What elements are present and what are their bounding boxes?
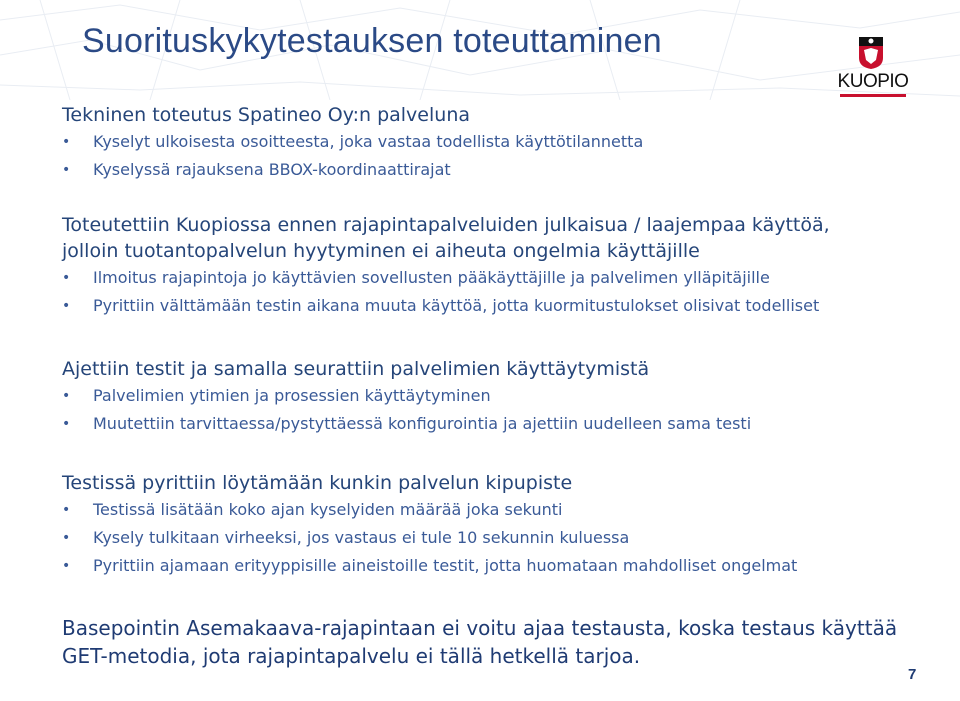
section-monitoring bbox=[62, 356, 751, 438]
bullet-item bbox=[62, 496, 797, 524]
bullet-text: Palvelimien ytimien ja prosessien käyttäytyminen bbox=[93, 386, 491, 405]
bullet-marker: • bbox=[62, 558, 71, 574]
bullet-list bbox=[62, 382, 751, 438]
bullet-text: Testissä lisätään koko ajan kyselyiden määrää joka sekunti bbox=[93, 500, 563, 519]
bullet-item bbox=[62, 156, 643, 184]
bullet-marker: • bbox=[62, 388, 71, 404]
section-heading: Tekninen toteutus Spatineo Oy:n palveluna bbox=[62, 104, 470, 126]
bullet-item bbox=[62, 382, 751, 410]
bullet-list bbox=[62, 264, 830, 320]
bullet-marker: • bbox=[62, 502, 71, 518]
section-heading-line: jolloin tuotantopalvelun hyytyminen ei aiheuta ongelmia käyttäjille bbox=[62, 240, 700, 262]
bullet-text: Kysely tulkitaan virheeksi, jos vastaus ei tule 10 sekunnin kuluessa bbox=[93, 528, 630, 547]
section-basepoint-note bbox=[62, 614, 897, 670]
bullet-text: Pyrittiin ajamaan erityyppisille aineistoille testit, jotta huomataan mahdolliset ongelmat bbox=[93, 556, 798, 575]
section-technical bbox=[62, 102, 643, 184]
page-number: 7 bbox=[908, 666, 917, 683]
bullet-item bbox=[62, 524, 797, 552]
bullet-marker: • bbox=[62, 416, 71, 432]
bullet-marker: • bbox=[62, 298, 71, 314]
section-heading: Testissä pyrittiin löytämään kunkin palvelun kipupiste bbox=[62, 472, 573, 494]
bullet-text: Pyrittiin välttämään testin aikana muuta käyttöä, jotta kuormitustulokset olisivat todelliset bbox=[93, 296, 820, 315]
section-heading: Ajettiin testit ja samalla seurattiin palvelimien käyttäytymistä bbox=[62, 358, 650, 380]
slide-title: Suorituskykytestauksen toteuttaminen bbox=[82, 22, 662, 60]
bullet-marker: • bbox=[62, 530, 71, 546]
bullet-text: Ilmoitus rajapintoja jo käyttävien sovellusten pääkäyttäjille ja palvelimen ylläpitäjille bbox=[93, 268, 770, 287]
section-heading-line: Basepointin Asemakaava-rajapintaan ei voitu ajaa testausta, koska testaus käyttää bbox=[62, 616, 898, 640]
bullet-text: Kyselyt ulkoisesta osoitteesta, joka vastaa todellista käyttötilannetta bbox=[93, 132, 644, 151]
bullet-item bbox=[62, 410, 751, 438]
bullet-marker: • bbox=[62, 134, 71, 150]
logo-text: KUOPIO bbox=[837, 71, 909, 92]
bullet-marker: • bbox=[62, 270, 71, 286]
bullet-text: Muutettiin tarvittaessa/pystyttäessä konfigurointia ja ajettiin uudelleen sama testi bbox=[93, 414, 752, 433]
bullet-marker: • bbox=[62, 162, 71, 178]
section-heading-line: Toteutettiin Kuopiossa ennen rajapintapalveluiden julkaisua / laajempaa käyttöä, bbox=[62, 214, 830, 236]
bullet-item bbox=[62, 128, 643, 156]
kuopio-logo bbox=[836, 36, 910, 98]
section-heading-line: GET-metodia, jota rajapintapalvelu ei tällä hetkellä tarjoa. bbox=[62, 644, 641, 668]
logo-underline bbox=[840, 94, 906, 97]
section-breaking-point bbox=[62, 470, 797, 580]
bullet-item bbox=[62, 264, 830, 292]
bullet-item bbox=[62, 552, 797, 580]
bullet-list bbox=[62, 496, 797, 580]
bullet-item bbox=[62, 292, 830, 320]
section-execution bbox=[62, 212, 830, 320]
bullet-text: Kyselyssä rajauksena BBOX-koordinaattirajat bbox=[93, 160, 451, 179]
coat-of-arms-icon bbox=[858, 36, 884, 70]
bullet-list bbox=[62, 128, 643, 184]
